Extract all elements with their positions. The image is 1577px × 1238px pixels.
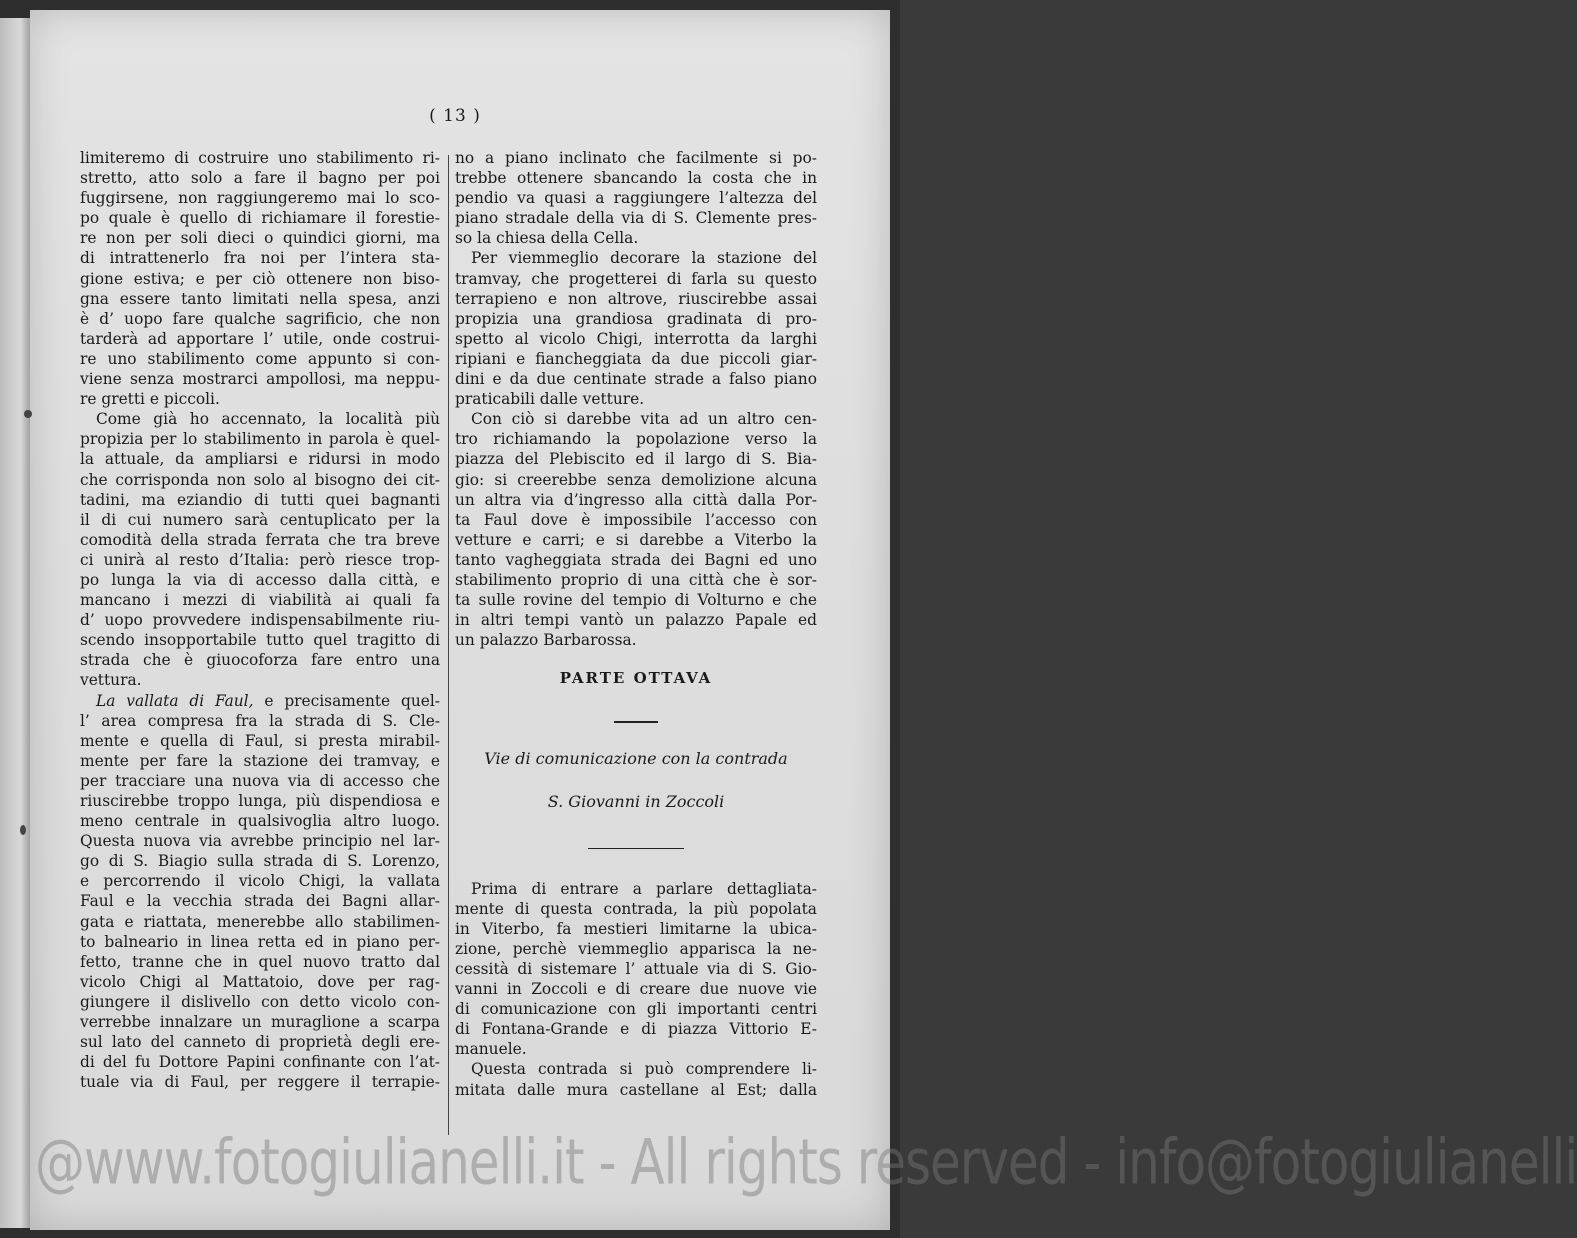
- text-line: tuale via di Faul, per reggere il terrapie-: [80, 1073, 440, 1092]
- text-line: la attuale, da ampliarsi e ridursi in modo: [80, 450, 440, 469]
- text-line: dini e da due centinate strade a falso piano: [455, 370, 817, 389]
- text-line: no a piano inclinato che facilmente si po-: [455, 149, 817, 167]
- text-line: Questa contrada si può comprendere li-: [471, 1060, 817, 1079]
- text-line: scendo insopportabile tutto quel tragitto di: [80, 631, 440, 650]
- text-line: mancano i mezzi di viabilità ai quali fa: [80, 591, 440, 610]
- text-line: il di cui numero sarà centuplicato per la: [80, 510, 440, 529]
- text-line: di Fontana-Grande e di piazza Vittorio E-: [455, 1020, 817, 1039]
- text-line: fuggirsene, non raggiungeremo mai lo sco-: [80, 189, 440, 208]
- text-line: to balneario in linea retta ed in piano per-: [80, 932, 440, 951]
- text-line: tarderà ad apportare l’ utile, onde costrui-: [80, 329, 440, 348]
- text-line: piano stradale della via di S. Clemente pres-: [455, 209, 817, 228]
- text-line: manuele.: [455, 1040, 527, 1059]
- text-line: vetture e carri; e si darebbe a Viterbo la: [455, 530, 817, 549]
- text-line: ta sulle rovine del tempio di Volturno e che: [455, 591, 817, 610]
- text-line: Con ciò si darebbe vita ad un altro cen-: [471, 410, 817, 429]
- text-line: che corrisponda non solo al bisogno dei cit-: [80, 470, 440, 489]
- text-line: zione, perchè viemmeglio apparisca la ne-: [455, 939, 817, 958]
- text-line: gata e riattata, menerebbe allo stabilimen-: [80, 912, 440, 931]
- text-line: praticabili dalle vetture.: [455, 390, 645, 409]
- text-line: stretto, atto solo a fare il bagno per poi: [80, 169, 440, 188]
- text-line: stabilimento proprio di una città che è sor-: [455, 570, 817, 589]
- text-line: limiteremo di costruire uno stabilimento ri-: [80, 149, 440, 167]
- text-line: viene senza mostrarci ampollosi, ma neppu-: [80, 370, 440, 389]
- right-column-bottom-text: [455, 879, 817, 1100]
- text-line: tro richiamando la popolazione verso la: [455, 430, 817, 449]
- watermark: @www.fotogiulianelli.it - All rights reserved - info@fotogiulianelli: [35, 1126, 1577, 1199]
- text-line: mente per fare la stazione dei tramvay, e: [80, 751, 440, 770]
- margin-ink-spot: [24, 410, 32, 418]
- text-line: spetto al vicolo Chigi, interrotta da larghi: [455, 329, 817, 348]
- text-line: terrapieno e non altrove, riuscirebbe assai: [455, 289, 817, 308]
- text-line: un altra via d’ingresso alla città dalla Por-: [455, 490, 817, 509]
- text-line: tadini, ma eziandio di tutti quei bagnanti: [80, 490, 440, 509]
- book-page: [30, 10, 890, 1230]
- text-line: go di S. Biagio sulla strada di S. Lorenzo,: [80, 852, 440, 871]
- text-line: re non per soli dieci o quindici giorni, ma: [80, 229, 440, 248]
- text-line: re uno stabilimento come appunto si con-: [80, 349, 440, 368]
- text-line: in Viterbo, fa mestieri limitarne la ubica-: [455, 919, 817, 938]
- text-line: Faul e la vecchia strada dei Bagni allar-: [80, 892, 440, 911]
- section-rule: [614, 721, 658, 723]
- text-line: vicolo Chigi al Mattatoio, dove per rag-: [80, 972, 440, 991]
- text-line: Questa nuova via avrebbe principio nel lar-: [80, 832, 440, 851]
- text-line: tanto vagheggiata strada dei Bagni ed uno: [455, 550, 817, 569]
- section-subtitle-line2: S. Giovanni in Zoccoli: [547, 791, 725, 811]
- text-line: è d’ uopo fare qualche sagrificio, che non: [80, 309, 440, 328]
- text-line: ripiani e fiancheggiata da due piccoli giar-: [455, 349, 817, 368]
- page-number: ( 13 ): [429, 106, 481, 126]
- text-line: vanni in Zoccoli e di creare due nuove vie: [455, 980, 817, 999]
- text-line: trebbe ottenere sbancando la costa che in: [455, 169, 817, 188]
- left-text-column: [80, 148, 440, 1092]
- text-line: mitata dalle mura castellane al Est; dalla: [455, 1080, 817, 1099]
- text-line: piazza del Plebiscito ed il largo di S. Bia-: [455, 450, 817, 469]
- text-line: e percorrendo il vicolo Chigi, la vallata: [80, 872, 440, 891]
- margin-ink-spot: [20, 825, 26, 835]
- text-line: un palazzo Barbarossa.: [455, 631, 637, 650]
- text-line: cessità di sistemare l’ attuale via di S. Gio-: [455, 960, 817, 978]
- text-line: propizia una grandiosa gradinata di pro-: [455, 309, 817, 328]
- text-line: verrebbe innalzare un muraglione a scarpa: [80, 1013, 440, 1032]
- text-line: d’ uopo provvedere indispensabilmente riu-: [80, 611, 440, 630]
- section-title: PARTE OTTAVA: [559, 669, 713, 688]
- text-line: po lunga la via di accesso dalla città, e: [80, 570, 440, 589]
- text-line: Per viemmeglio decorare la stazione del: [471, 249, 817, 268]
- text-line: sul lato del canneto di proprietà degli ere-: [80, 1033, 440, 1052]
- text-line: so la chiesa della Cella.: [455, 229, 639, 248]
- right-column-top-text: [455, 148, 817, 650]
- text-line: ta Faul dove è impossibile l’accesso con: [455, 510, 817, 529]
- text-line: di comunicazione con gli importanti centri: [455, 1000, 817, 1019]
- text-line: mente e quella di Faul, si presta mirabil-: [80, 731, 440, 750]
- text-line: Prima di entrare a parlare dettagliata-: [471, 879, 817, 898]
- text-line: po quale è quello di richiamare il forestie-: [80, 209, 440, 228]
- text-line: La vallata di Faul, e precisamente quel-: [96, 691, 441, 710]
- text-line: gna essere tanto limitati nella spesa, anzi: [80, 289, 440, 308]
- text-line: di intrattenerlo fra noi per l’intera sta-: [80, 249, 440, 268]
- subtitle-rule: [588, 848, 684, 849]
- text-line: gione estiva; e per ciò ottenere non biso-: [80, 269, 440, 288]
- text-line: fetto, tranne che in quel nuovo tratto dal: [80, 952, 440, 971]
- text-line: l’ area compresa fra la strada di S. Cle-: [80, 711, 440, 730]
- text-line: ci unirà al resto d’Italia: però riesce trop-: [80, 550, 440, 569]
- text-line: pendio va quasi a raggiungere l’altezza del: [455, 189, 817, 208]
- section-subtitle-line1: Vie di comunicazione con la contrada: [484, 749, 788, 769]
- text-line: strada che è giuocoforza fare entro una: [80, 651, 440, 670]
- text-line: tramvay, che progetterei di farla su questo: [455, 269, 817, 288]
- text-line: vettura.: [80, 671, 142, 690]
- text-line: giungere il dislivello con detto vicolo con-: [80, 992, 440, 1011]
- text-line: mente di questa contrada, la più popolata: [455, 899, 817, 918]
- text-line: di del fu Dottore Papini confinante con l’at-: [80, 1053, 440, 1072]
- text-line: per tracciare una nuova via di accesso che: [80, 771, 440, 790]
- text-line: riuscirebbe troppo lunga, più dispendiosa e: [80, 792, 440, 810]
- right-text-column: [455, 148, 817, 1100]
- text-line: propizia per lo stabilimento in parola è quel-: [80, 430, 440, 449]
- text-line: Come già ho accennato, la località più: [96, 410, 440, 429]
- text-line: comodità della strada ferrata che tra breve: [80, 530, 440, 549]
- text-line: re gretti e piccoli.: [80, 390, 220, 409]
- column-divider: [448, 155, 449, 1135]
- text-line: in altri tempi vantò un palazzo Papale ed: [455, 611, 817, 630]
- text-line: gio: si creerebbe senza demolizione alcuna: [455, 470, 817, 489]
- text-line: meno centrale in qualsivoglia altro luogo.: [80, 812, 440, 831]
